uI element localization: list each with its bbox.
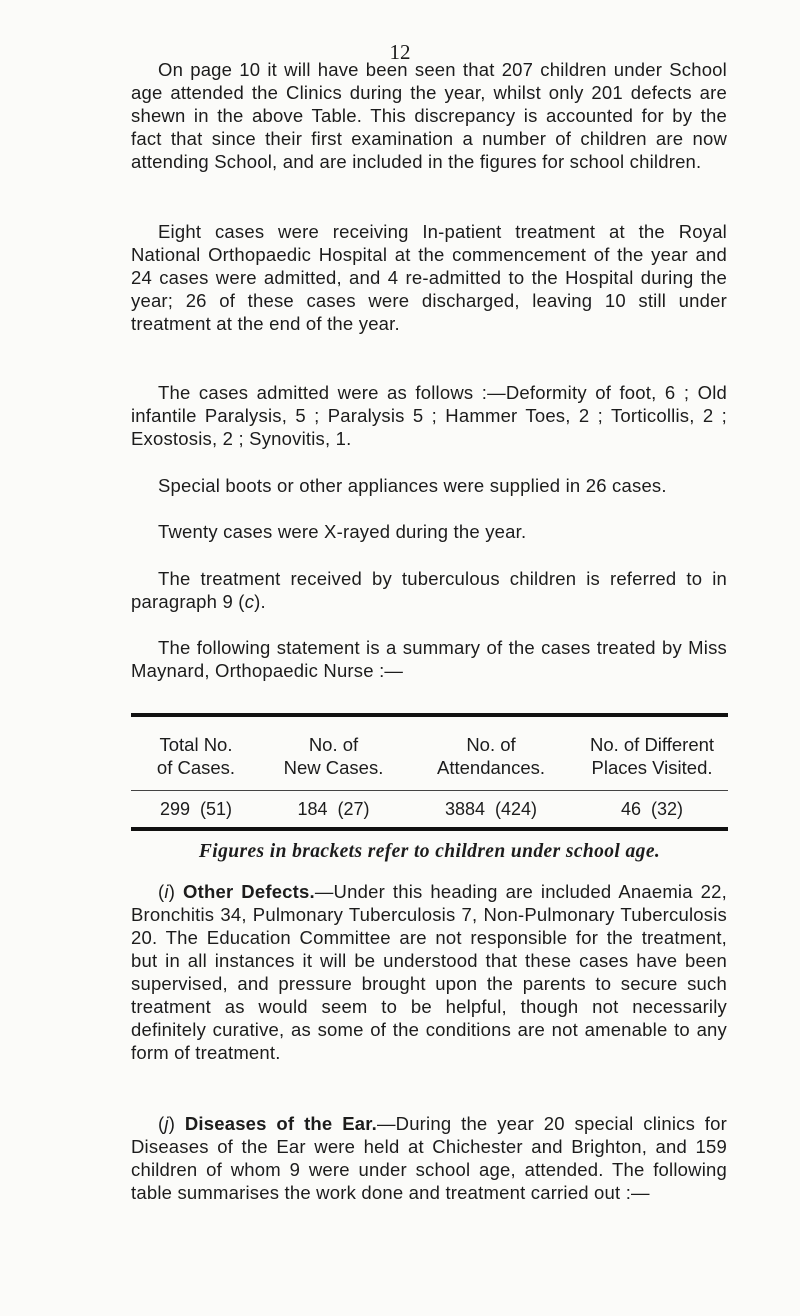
table-cell-new-cases: 184 (27) (297, 799, 370, 819)
paragraph-tuberculous-children (131, 567, 727, 613)
table-cell-total-cases: 299 (51) (159, 799, 233, 819)
page-number: 12 (389, 40, 411, 64)
table-bottom-rule (131, 827, 728, 831)
header-line: Total No. (159, 734, 233, 755)
p6-text-b: c (244, 591, 255, 612)
paragraph-cases-admitted: The cases admitted were as follows :—Deformity of foot, 6 ; Old infantile Paralysis, 5 ; Paralysis 5 ; Hammer Toes, 2 ; Torticollis, 2 ; Exostosis, 2 ; Synovitis, 1. (131, 382, 727, 449)
section-i-body: —Under this heading are included Anaemia 22, Bronchitis 34, Pulmonary Tuberculosis 7, Non-Pulmonary Tuberculosis 20. The Education Committee are not responsible for the treatment, but in all instances it will be understood that these cases have been supervised, and pressure brought upon the parents to secure such treatment as would seem to be helpful, though not necessarily definitely curative, as some of the conditions are not amenable to any form of treatment. (131, 881, 727, 1063)
header-line: No. of (466, 734, 516, 755)
table-cell-attendances: 3884 (424) (444, 799, 538, 819)
table-header-total-cases (131, 733, 261, 779)
paragraph-under-school-age: On page 10 it will have been seen that 207 children under School age attended the Clinics during the year, whilst only 201 defects are shewn in the above Table. This discrepancy is accounted for by the fact that since their first examination a number of children are now attending School, and are included in the figures for school children. (131, 59, 727, 172)
header-line: Places Visited. (591, 757, 713, 778)
paragraph-x-rayed: Twenty cases were X-rayed during the year. (158, 521, 527, 542)
section-j-label-open: ( (158, 1113, 165, 1134)
section-i-letter: i (164, 881, 169, 902)
table-header-places-visited (576, 733, 728, 779)
header-line: No. of (308, 734, 359, 755)
p6-text-a: The treatment received by tuberculous children is referred to in paragraph 9 ( (131, 568, 727, 612)
section-j-label-close: ) (168, 1113, 185, 1134)
table-caption: Figures in brackets refer to children under school age. (198, 841, 661, 862)
section-diseases-of-ear (131, 1112, 727, 1204)
header-line: of Cases. (156, 757, 236, 778)
table-top-rule (131, 713, 728, 717)
p6-text-c: ). (254, 591, 266, 612)
table-header-attendances (406, 733, 576, 779)
header-line: New Cases. (283, 757, 384, 778)
table-cell-places-visited: 46 (32) (620, 799, 684, 819)
section-j-heading: Diseases of the Ear. (184, 1113, 377, 1134)
section-i-label-close: ) (168, 881, 183, 902)
header-line: Attendances. (437, 757, 545, 778)
paragraph-in-patient-treatment: Eight cases were receiving In-patient treatment at the Royal National Orthopaedic Hospital at the commencement of the year and 24 cases were admitted, and 4 re-admitted to the Hospital during the year; 26 of these cases were discharged, leaving 10 still under treatment at the end of the year. (131, 221, 727, 334)
paragraph-special-boots: Special boots or other appliances were supplied in 26 cases. (158, 475, 667, 496)
section-i-label-open: ( (158, 881, 165, 902)
section-j-letter: j (164, 1113, 169, 1134)
table-header-rule (131, 790, 728, 791)
table-header-new-cases (261, 733, 406, 779)
section-j-body: —During the year 20 special clinics for Diseases of the Ear were held at Chichester and Brighton, and 159 children of whom 9 were under school age, attended. The following table summarises the work done and treatment carried out :— (131, 1113, 727, 1203)
header-line: No. of Different (589, 734, 715, 755)
section-i-heading: Other Defects. (183, 881, 315, 902)
section-other-defects (131, 880, 727, 1064)
paragraph-summary-intro: The following statement is a summary of the cases treated by Miss Maynard, Orthopaedic Nurse :— (131, 637, 727, 681)
